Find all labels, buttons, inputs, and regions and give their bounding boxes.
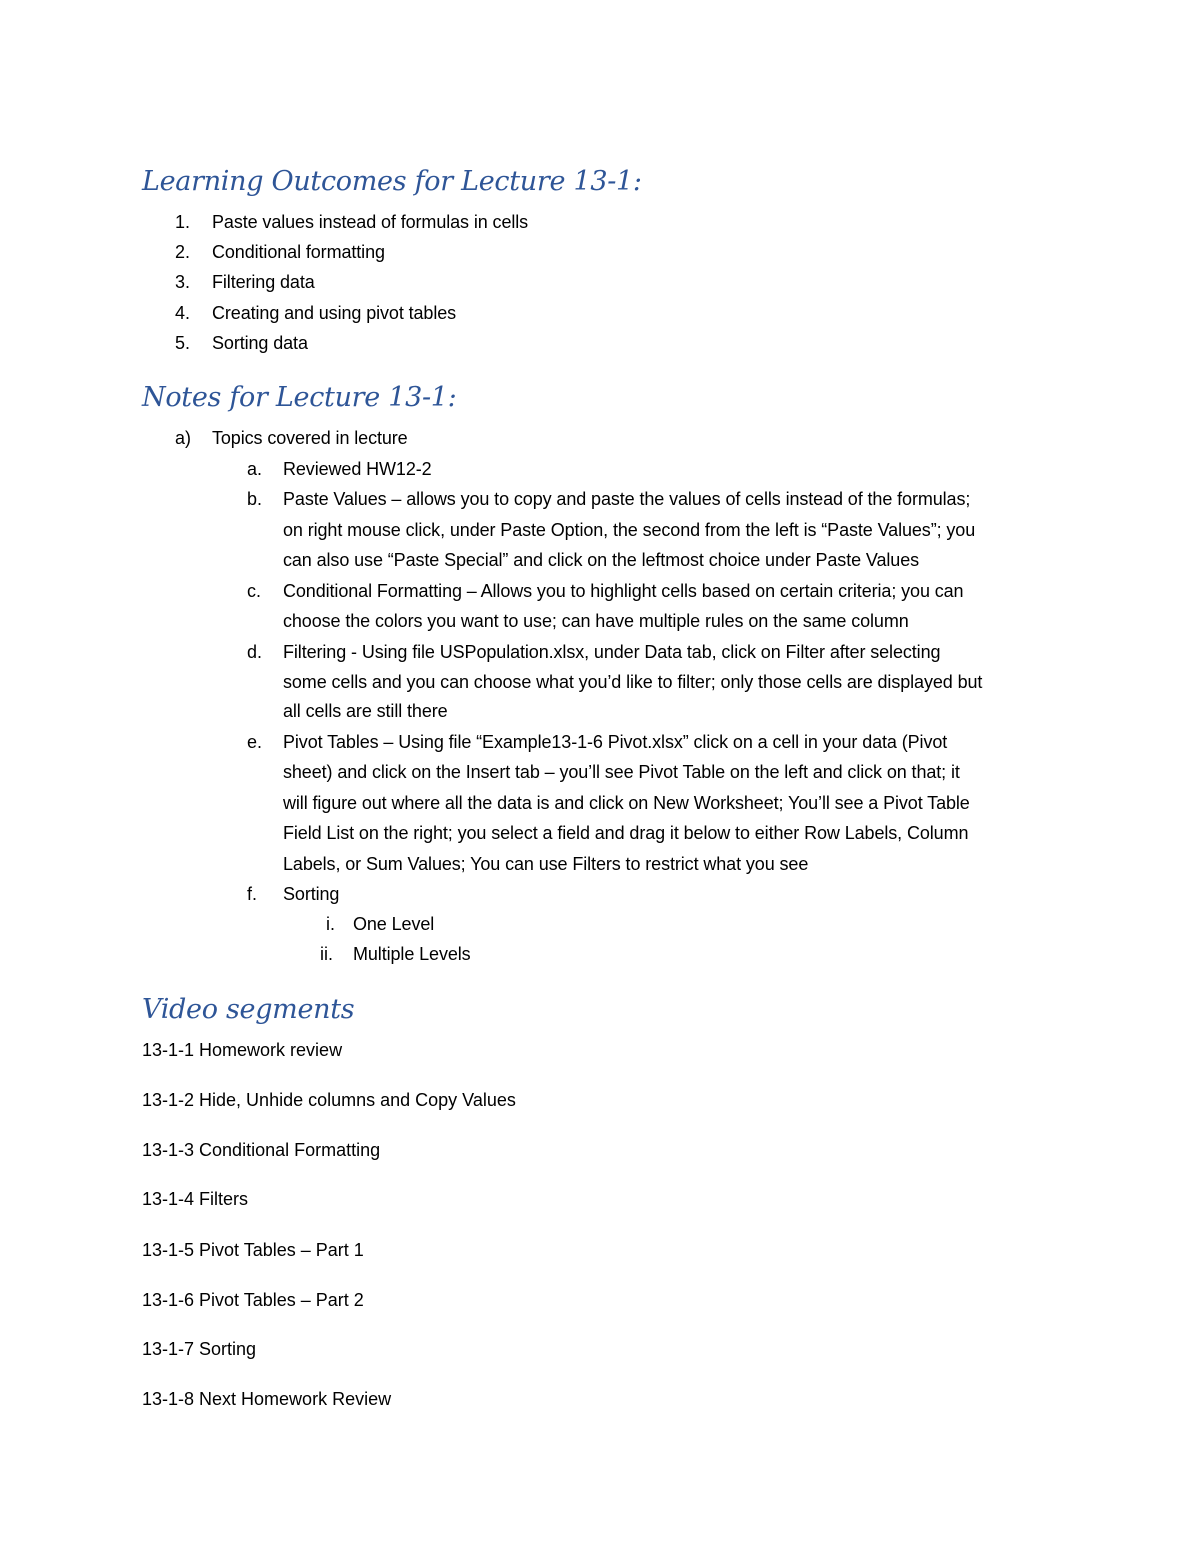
- notes-heading: Notes for Lecture 13-1:: [142, 382, 457, 413]
- subitem-line: on right mouse click, under Paste Option, the second from the left is “Paste Values”; you: [283, 520, 976, 540]
- subitem-line: will figure out where all the data is and click on New Worksheet; You’ll see a Pivot Table: [283, 793, 970, 813]
- outcome-item: Paste values instead of formulas in cells: [212, 212, 529, 232]
- outcome-item: Conditional formatting: [212, 242, 385, 262]
- subitem-line: Reviewed HW12-2: [283, 459, 432, 479]
- outcome-number: 5.: [175, 333, 191, 353]
- video-segment: 13-1-3 Conditional Formatting: [142, 1140, 381, 1160]
- video-segment: 13-1-8 Next Homework Review: [142, 1389, 392, 1409]
- subitem-line: can also use “Paste Special” and click on the leftmost choice under Paste Values: [283, 550, 920, 570]
- subitem-marker: a.: [247, 459, 263, 479]
- video-segment: 13-1-6 Pivot Tables – Part 2: [142, 1290, 364, 1310]
- outcomes-heading: Learning Outcomes for Lecture 13-1:: [142, 166, 642, 197]
- sorting-level: Multiple Levels: [353, 944, 471, 964]
- subitem-marker: c.: [247, 581, 262, 601]
- subitem-line: Pivot Tables – Using file “Example13-1-6 Pivot.xlsx” click on a cell in your data (Pivot: [283, 732, 948, 752]
- subitem-marker: e.: [247, 732, 263, 752]
- subitem-line: choose the colors you want to use; can have multiple rules on the same column: [283, 611, 909, 631]
- subitem-line: Filtering - Using file USPopulation.xlsx, under Data tab, click on Filter after selecting: [283, 642, 941, 662]
- outcome-number: 2.: [175, 242, 191, 262]
- sorting-level-marker: ii.: [320, 944, 333, 964]
- subitem-line: all cells are still there: [283, 701, 448, 721]
- outcome-number: 1.: [175, 212, 191, 232]
- subitem-marker: b.: [247, 489, 263, 509]
- subitem-marker: d.: [247, 642, 263, 662]
- video-segment: 13-1-7 Sorting: [142, 1339, 257, 1359]
- outcome-number: 4.: [175, 303, 191, 323]
- sorting-level: One Level: [353, 914, 435, 934]
- subitem-marker: f.: [247, 884, 258, 904]
- subitem-line: Paste Values – allows you to copy and paste the values of cells instead of the formulas;: [283, 489, 971, 509]
- outcome-item: Sorting data: [212, 333, 308, 353]
- topic-text: Topics covered in lecture: [212, 428, 408, 448]
- outcome-item: Filtering data: [212, 272, 315, 292]
- outcome-number: 3.: [175, 272, 191, 292]
- video-segment: 13-1-2 Hide, Unhide columns and Copy Values: [142, 1090, 516, 1110]
- subitem-line: Sorting: [283, 884, 340, 904]
- video-heading: Video segments: [142, 994, 355, 1025]
- subitem-line: sheet) and click on the Insert tab – you’ll see Pivot Table on the left and click on that; it: [283, 762, 960, 782]
- subitem-line: Field List on the right; you select a field and drag it below to either Row Labels, Column: [283, 823, 969, 843]
- subitem-line: Conditional Formatting – Allows you to highlight cells based on certain criteria; you can: [283, 581, 964, 601]
- video-segment: 13-1-5 Pivot Tables – Part 1: [142, 1240, 364, 1260]
- sorting-level-marker: i.: [326, 914, 335, 934]
- subitem-line: some cells and you can choose what you’d like to filter; only those cells are displayed but: [283, 672, 983, 692]
- video-segment: 13-1-1 Homework review: [142, 1040, 343, 1060]
- outcome-item: Creating and using pivot tables: [212, 303, 457, 323]
- subitem-line: Labels, or Sum Values; You can use Filters to restrict what you see: [283, 854, 809, 874]
- video-segment: 13-1-4 Filters: [142, 1189, 249, 1209]
- topic-marker: a): [175, 428, 192, 448]
